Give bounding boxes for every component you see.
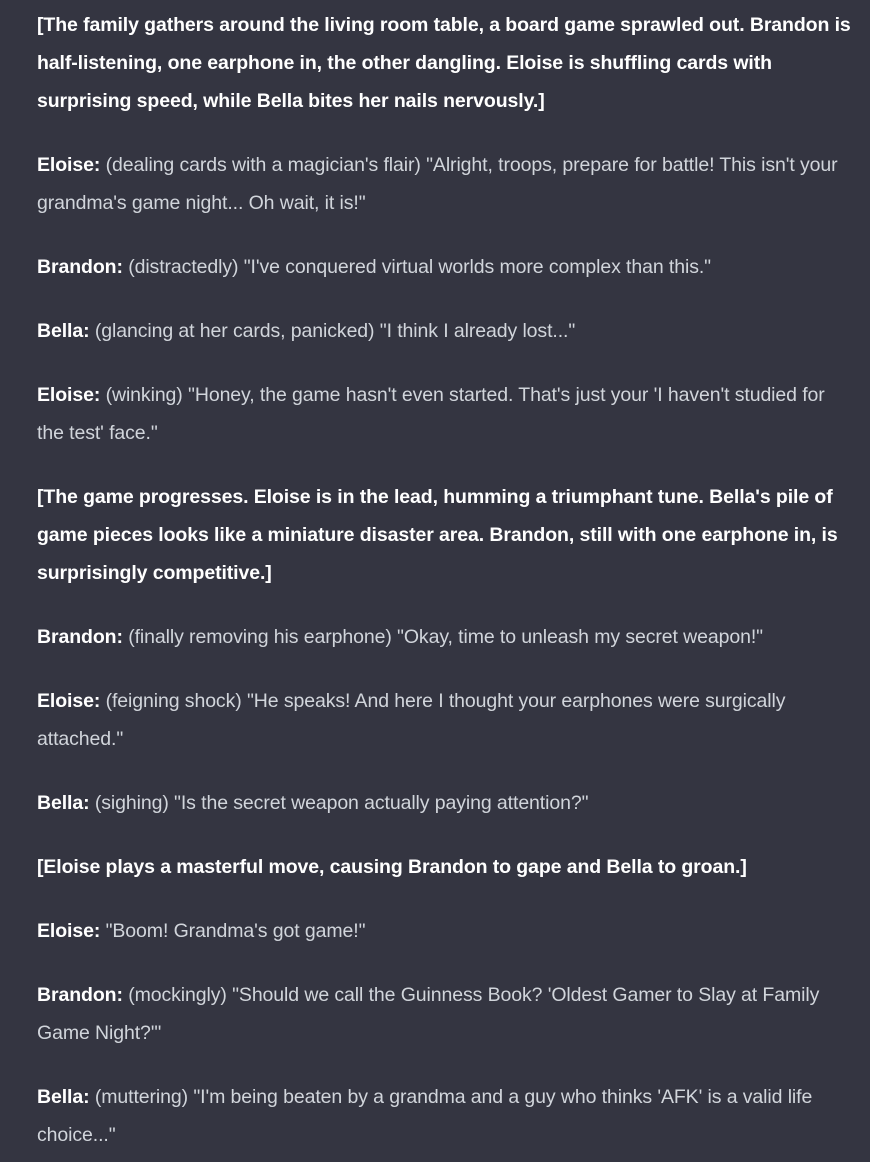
dialogue-line (37, 1078, 852, 1154)
dialogue-line (37, 248, 852, 286)
dialogue-line (37, 312, 852, 350)
dialogue-line (37, 976, 852, 1052)
dialogue-text: (distractedly) "I've conquered virtual worlds more complex than this." (128, 256, 711, 278)
dialogue-text: (muttering) "I'm being beaten by a grandma and a guy who thinks 'AFK' is a valid life choice..." (37, 1086, 813, 1146)
speaker-name: Brandon: (37, 256, 123, 278)
dialogue-text: (winking) "Honey, the game hasn't even started. That's just your 'I haven't studied for the test' face." (37, 384, 825, 444)
dialogue-line (37, 146, 852, 222)
dialogue-line (37, 912, 852, 950)
speaker-name: Brandon: (37, 626, 123, 648)
speaker-name: Brandon: (37, 984, 123, 1006)
dialogue-text: "Boom! Grandma's got game!" (105, 920, 366, 942)
dialogue-line (37, 618, 852, 656)
dialogue-text: (finally removing his earphone) "Okay, time to unleash my secret weapon!" (128, 626, 763, 648)
speaker-name: Eloise: (37, 384, 101, 406)
speaker-name: Bella: (37, 792, 90, 814)
dialogue-text: (sighing) "Is the secret weapon actually paying attention?" (94, 792, 589, 814)
dialogue-line (37, 376, 852, 452)
dialogue-text: (glancing at her cards, panicked) "I think I already lost..." (94, 320, 576, 342)
dialogue-text: (feigning shock) "He speaks! And here I thought your earphones were surgically attached." (37, 690, 786, 750)
stage-direction: [Eloise plays a masterful move, causing Brandon to gape and Bella to groan.] (37, 856, 747, 878)
dialogue-line (37, 784, 852, 822)
dialogue-text: (dealing cards with a magician's flair) "Alright, troops, prepare for battle! This isn't your grandma's game night... Oh wait, it is!" (37, 154, 838, 214)
speaker-name: Eloise: (37, 690, 101, 712)
stage-direction: [The family gathers around the living room table, a board game sprawled out. Brandon is half-listening, one earphone in, the other dangling. Eloise is shuffling cards with surprising speed, while Bella bites her nails nervously.] (37, 14, 851, 112)
speaker-name: Eloise: (37, 154, 101, 176)
speaker-name: Bella: (37, 1086, 90, 1108)
speaker-name: Eloise: (37, 920, 101, 942)
stage-direction: [The game progresses. Eloise is in the lead, humming a triumphant tune. Bella's pile of game pieces looks like a miniature disaster area. Brandon, still with one earphone in, is surprisingly competitive.] (37, 486, 838, 584)
dialogue-line (37, 682, 852, 758)
dialogue-text: (mockingly) "Should we call the Guinness Book? 'Oldest Gamer to Slay at Family Game Night?'" (37, 984, 820, 1044)
speaker-name: Bella: (37, 320, 90, 342)
